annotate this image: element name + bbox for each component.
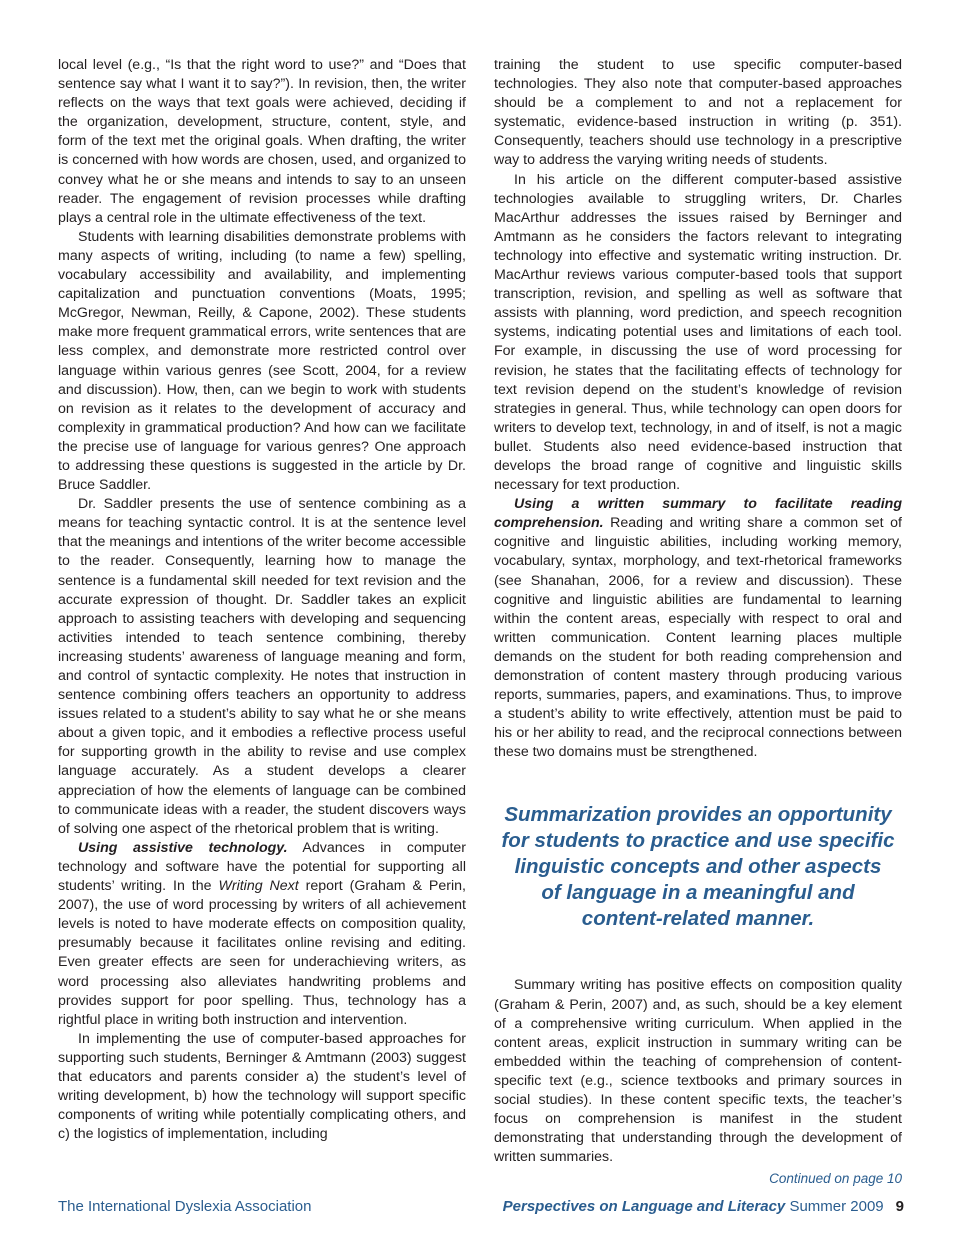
pull-quote-line: Summarization provides an opportunity bbox=[504, 803, 892, 827]
paragraph-training-technologies: training the student to use specific computer-based technologies. They also note that computer-based approaches should be a complement to and not a replacement for systematic, evidence-based instruction in writing (p. 351). Consequently, teachers should use technology in a prescriptive way to address the varying writing needs of students. bbox=[494, 57, 902, 169]
pull-quote-line: content-related manner. bbox=[581, 907, 815, 931]
paragraph-sentence-combining: Dr. Saddler presents the use of sentence combining as a means for teaching syntactic control. It is at the sentence level that the meanings and intentions of the writer become accessible to the reader. Consequently, learning how to manage the sentence is a fundamental skill needed for text revision and the accurate expression of thought. Dr. Saddler takes an explicit approach to assisting teachers with developing and sequencing activities intended to teach sentence combining, thereby increasing students’ awareness of language meaning and form, and control of syntactic complexity. He notes that instruction in sentence combining offers teachers an opportunity to address issues related to a student’s ability to say what he or she means about a given topic, and it embodies a reflective process useful for supporting growth in the ability to revise and use complex language accurately. As a student develops a clearer appreciation of how the elements of language can be combined to communicate ideas with a reader, the student discovers ways of solving one aspect of the rhetorical problem that is writing. bbox=[58, 496, 466, 837]
paragraph-assistive-technology-text-b: report (Graham & Perin, 2007), the use of word processing by writers of all achievement levels is noted to have moderate effects on composition quality, presumably because it facilitates online revising and editing. Even greater effects are seen for underachieving writers, as word processing also alleviates handwriting problems and provides support for poor spelling. Thus, technology has a rightful place in writing both instruction and intervention. bbox=[58, 878, 466, 1028]
paragraph-assistive-technology bbox=[58, 839, 466, 1030]
right-column bbox=[494, 56, 902, 1189]
paragraph-summary-writing: Summary writing has positive effects on composition quality (Graham & Perin, 2007) and, as such, should be a key element of a comprehensive writing curriculum. When applied in the content areas, explicit instruction in summary writing can be embedded within the teaching of comprehension of content-specific text (e.g., science textbooks and primary sources in social studies). In these content specific texts, the teacher’s focus on comprehension is manifest in the student demonstrating that understanding through the development of written summaries. bbox=[494, 977, 902, 1166]
left-column bbox=[58, 56, 466, 1144]
footer-publication bbox=[503, 1198, 904, 1215]
paragraph-revision-drafting: local level (e.g., “Is that the right word to use?” and “Does that sentence say what I want it to say?”). In revision, then, the writer reflects on the ways that text goals were achieved, deciding if the organization, development, structure, content, style, and form of the text met the original goals. When drafting, the writer is concerned with how words are chosen, used, and organized to convey what he or she means and intends to say to an unseen reader. The engagement of revision processes while drafting plays a central role in the ultimate effectiveness of the text. bbox=[58, 57, 466, 226]
subhead-assistive-technology: Using assistive technology. bbox=[78, 839, 288, 856]
page-number: 9 bbox=[895, 1198, 904, 1215]
paragraph-learning-disabilities: Students with learning disabilities demonstrate problems with many aspects of writing, including (to name a few) spelling, vocabulary accessibility and availability, and implementing capitalization and punctuation conventions (Moats, 1995; McGregor, Newman, Reilly, & Capone, 2002). These students make more frequent grammatical errors, write sentences that are less complex, and demonstrate more restricted control over language within various genres (see Scott, 2004, for a review and discussion). How, then, can we begin to work with students on revision as it relates to the development of accuracy and complexity in grammatical production? And how can we facilitate the precise use of language for various genres? One approach to addressing these questions is suggested in the article by Dr. Bruce Saddler. bbox=[58, 228, 466, 494]
paragraph-written-summary-text: Reading and writing share a common set of cognitive and linguistic abilities, including working memory, vocabulary, syntax, morphology, and text-rhetorical frameworks (see Shanahan, 2006, for a review and discussion). These cognitive and linguistic abilities are fundamental to learning within the content areas, especially with respect to oral and written communication. Content learning places multiple demands on the student for both reading comprehension and demonstration of content mastery through producing various reports, summaries, papers, and examinations. Thus, to improve a student’s ability to write effectively, attention must be paid to his or her ability to read, and the reciprocal connections between these two domains must be strengthened. bbox=[494, 515, 902, 761]
pull-quote-line: linguistic concepts and other aspects bbox=[514, 855, 882, 879]
footer-organization: The International Dyslexia Association bbox=[58, 1198, 312, 1215]
footer-journal: Perspectives on Language and Literacy bbox=[502, 1198, 786, 1215]
paragraph-computer-approaches: In implementing the use of computer-based approaches for supporting such students, Berninger & Amtmann (2003) suggest that educators and parents consider a) the student’s level of writing development, b) how the technology will support specific components of writing while potentially complicating others, and c) the logistics of implementation, including bbox=[58, 1030, 466, 1143]
footer-issue: Summer 2009 bbox=[789, 1198, 884, 1215]
subhead-written-summary: Using a written summary to facilitate reading comprehension. bbox=[494, 496, 902, 532]
paragraph-written-summary bbox=[494, 495, 902, 762]
pull-quote bbox=[494, 802, 902, 932]
writing-next-title: Writing Next bbox=[218, 878, 299, 895]
pull-quote-line: of language in a meaningful and bbox=[541, 881, 855, 905]
paragraph-macarthur: In his article on the different computer-based assistive technologies available to struggling writers, Dr. Charles MacArthur addresses the issues raised by Berninger and Amtmann as he considers the factors relevant to integrating technology into effective and systematic writing instruction. Dr. MacArthur reviews various computer-based tools that support transcription, revision, and spelling as well as software that assists with planning, word prediction, and speech recognition systems, indicating potential uses and limitations of each tool. For example, in discussing the use of word processing for revision, he states that the facilitating effects of technology for text revision depend on the student’s knowledge of revision strategies in general. Thus, while technology can open doors for writers to develop text, technology, in and of itself, is not a magic bullet. Students also need evidence-based instruction that develops the broad range of cognitive and linguistic skills necessary for text production. bbox=[494, 171, 902, 494]
page-footer bbox=[58, 1198, 904, 1218]
continued-link[interactable]: Continued on page 10 bbox=[769, 1171, 902, 1187]
paragraph-assistive-technology-text-a: Advances in computer technology and software have the potential for supporting all students’ writing. In the bbox=[58, 839, 466, 895]
pull-quote-line: for students to practice and use specific bbox=[501, 829, 895, 853]
